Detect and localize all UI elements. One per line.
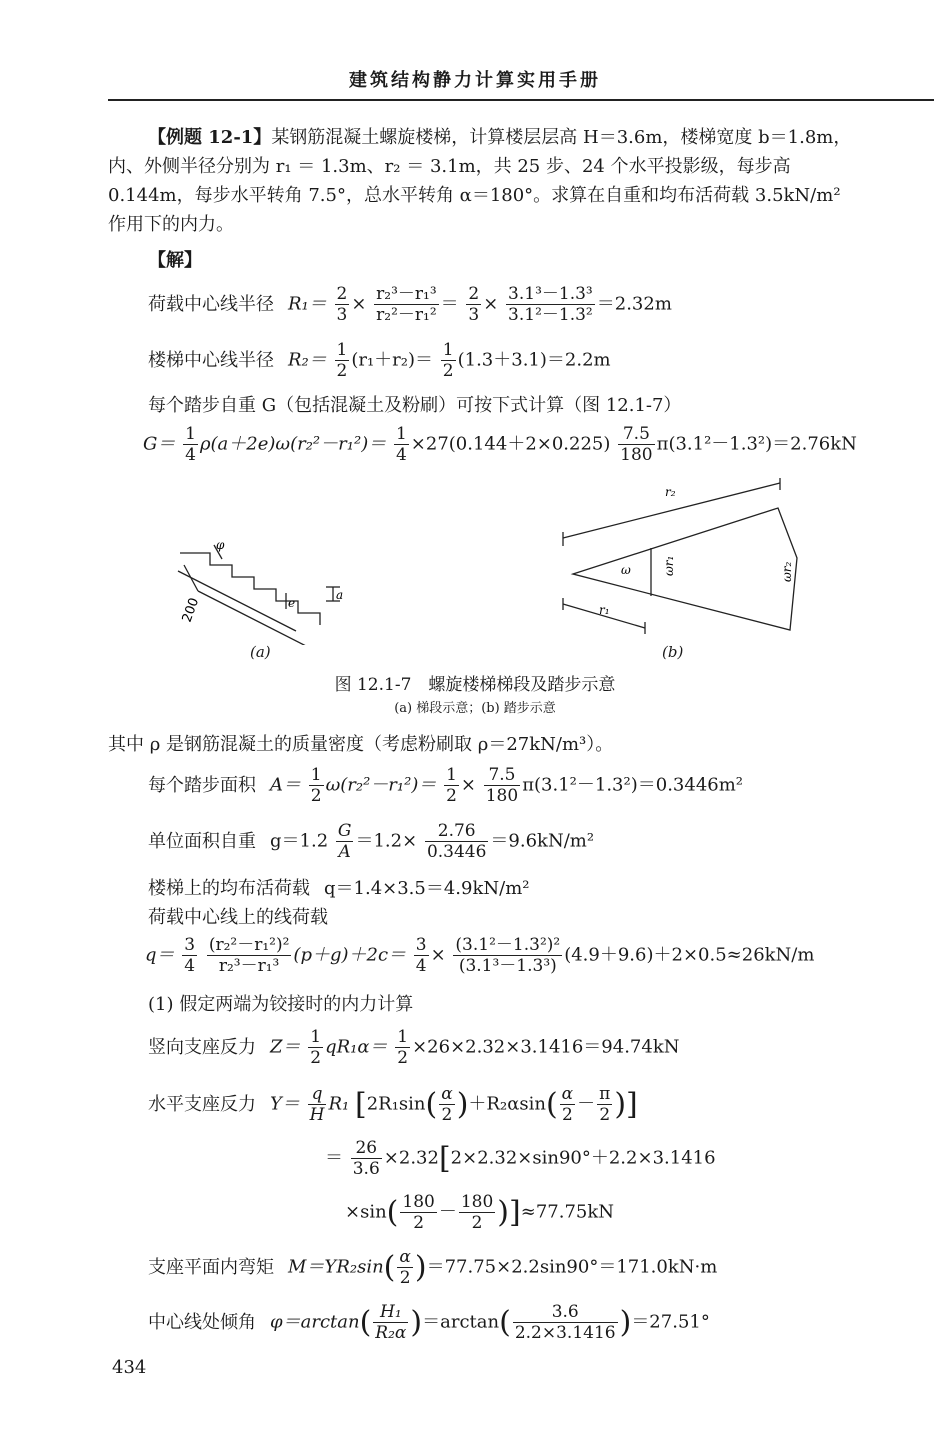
equation-unit-weight: 单位面积自重 g＝1.2 $\frac{G}{A}$ ＝1.2× $\frac{2.76}{0.3446}$ ＝9.6kN/m² <box>148 821 595 862</box>
step-weight-text: 每个踏步自重 G（包括混凝土及粉刷）可按下式计算（图 12.1-7） <box>148 395 682 416</box>
running-header: 建筑结构静力计算实用手册 <box>349 70 601 91</box>
r1-dim-label: r₁ <box>599 603 610 617</box>
omega-r2-label: ωr₂ <box>780 561 794 582</box>
problem-tag: 【例题 12-1】 <box>148 127 272 148</box>
figure-label-a: (a) <box>250 643 271 661</box>
line-load-text: 荷载中心线上的线荷载 <box>148 907 328 928</box>
equation-horizontal-reaction: 水平支座反力 Y＝ $\frac{q}{H}$ R₁ [2R₁sin( $\frac{\alpha}{2}$ )＋R₂αsin( $\frac{\alpha}{2}$ － $\frac{\pi}{2}$ )] <box>148 1084 638 1125</box>
problem-line-1: 【例题 12-1】某钢筋混凝土螺旋楼梯，计算楼层层高 H＝3.6m，楼梯宽度 b＝1.8m， <box>148 127 852 148</box>
figure-subcaption: (a) 梯段示意；(b) 踏步示意 <box>394 701 556 716</box>
omega-r1-label: ωr₁ <box>662 555 676 576</box>
equation-horizontal-reaction-line-2: ＝ $\frac{26}{3.6}$ ×2.32[2×2.32×sin90°＋2.2×3.1416 <box>325 1138 716 1179</box>
solution-tag: 【解】 <box>148 250 202 271</box>
dimension-200: 200 <box>179 595 203 625</box>
equation-line-load: q＝ $\frac{3}{4}$ $\frac{\text{(r₂²－r₁²)²}}{\text{r₂³－r₁³}}$ (p＋g)＋2c＝ $\frac{3}{4}$ × $\frac{\text{(3.1²－1.3²)²}}{\text{(3.1³－1.3³)}}$ (4.9＋9.6)＋2×0.5≈26kN/m <box>145 935 815 976</box>
stair-section-diagram <box>170 535 370 645</box>
figure-caption: 图 12.1-7 螺旋楼梯梯段及踏步示意 <box>334 675 616 695</box>
equation-live-load: 楼梯上的均布活荷载 q＝1.4×3.5＝4.9kN/m² <box>148 878 530 899</box>
riser-a-label: a <box>336 588 344 602</box>
equation-vertical-reaction: 竖向支座反力 Z＝ $\frac{1}{2}$ qR₁α＝ $\frac{1}{2}$ ×26×2.32×3.1416＝94.74kN <box>148 1027 680 1068</box>
equation-inclination: 中心线处倾角 φ＝arctan( $\frac{\text{H₁}}{\text{R₂α}}$ )＝arctan( $\frac{3.6}{2.2\times 3.1416}$ )＝27.51° <box>148 1302 710 1343</box>
equation-g-weight: G＝ $\frac{1}{4}$ ρ(a＋2e)ω(r₂²－r₁²)＝ $\frac{1}{4}$ ×27(0.144＋2×0.225) $\frac{7.5}{180}$ π(3.1²－1.3²)＝2.76kN <box>143 424 857 465</box>
figure-label-b: (b) <box>662 643 684 661</box>
header-rule <box>108 99 934 101</box>
rho-text: 其中 ρ 是钢筋混凝土的质量密度（考虑粉刷取 ρ＝27kN/m³）。 <box>108 734 614 755</box>
equation-area: 每个踏步面积 A＝ $\frac{1}{2}$ ω(r₂²－r₁²)＝ $\frac{1}{2}$ × $\frac{7.5}{180}$ π(3.1²－1.3²)＝0.3446m² <box>148 765 744 806</box>
equation-r2: 楼梯中心线半径 R₂＝ $\frac{1}{2}$ (r₁＋r₂)＝ $\frac{1}{2}$ (1.3＋3.1)＝2.2m <box>148 340 611 381</box>
problem-line-4: 作用下的内力。 <box>108 214 234 235</box>
omega-label: ω <box>621 563 631 577</box>
equation-moment: 支座平面内弯矩 M＝YR₂sin( $\frac{\alpha}{2}$ )＝77.75×2.2sin90°＝171.0kN·m <box>148 1247 718 1288</box>
equation-horizontal-reaction-line-3: ×sin( $\frac{180}{2}$ － $\frac{180}{2}$ )]≈77.75kN <box>345 1192 615 1233</box>
page-number: 434 <box>112 1357 147 1378</box>
equation-r1: 荷载中心线半径 R₁＝ $\frac{2}{3}$ × $\frac{\text{r₂³－r₁³}}{\text{r₂²－r₁²}}$ ＝ $\frac{2}{3}$ × $\frac{\text{3.1³－1.3³}}{\text{3.1²－1.3²}}$ ＝2.32m <box>148 284 672 325</box>
r2-dim-label: r₂ <box>665 485 676 499</box>
thickness-e-label: e <box>288 596 296 610</box>
problem-line-2: 内、外侧半径分别为 r₁ ＝ 1.3m、r₂ ＝ 3.1m，共 25 步、24 个水平投影级，每步高 <box>108 156 791 177</box>
problem-line-3: 0.144m，每步水平转角 7.5°，总水平转角 α＝180°。求算在自重和均布活荷载 3.5kN/m² <box>108 185 841 206</box>
case-1-text: (1) 假定两端为铰接时的内力计算 <box>148 994 414 1015</box>
stair-steps-line <box>180 553 320 625</box>
phi-label: φ <box>216 538 225 552</box>
step-plan-diagram <box>555 478 805 638</box>
